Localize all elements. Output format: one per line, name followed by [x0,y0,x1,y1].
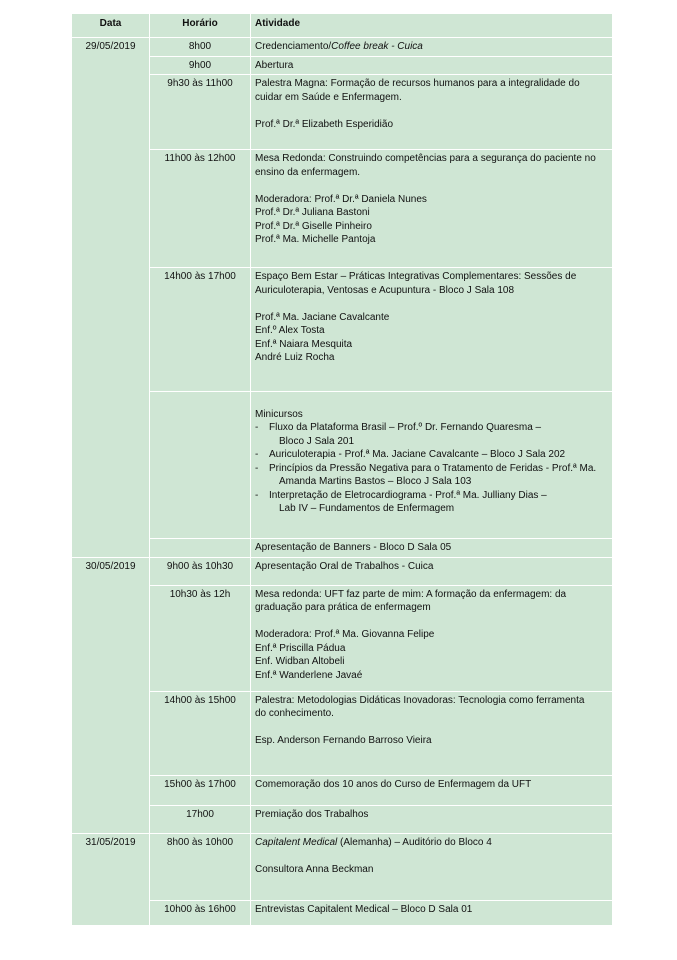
time-cell: 11h00 às 12h00 [150,150,251,268]
activity-line [255,166,608,180]
minicursos-list [255,421,608,516]
activity-italic-text: Capitalent Medical [255,836,338,848]
time-cell: 14h00 às 17h00 [150,268,251,392]
time-cell: 15h00 às 17h00 [150,775,251,805]
activity-text: Apresentação de Banners - Bloco D Sala 05 [255,542,452,553]
activity-text: Moderadora: Prof.ª Ma. Giovanna Felipe [255,629,435,640]
activity-line [255,324,608,338]
spacer [255,721,608,735]
spacer [255,104,608,118]
activity-line [255,541,608,555]
activity-line [255,193,608,207]
list-item-text: Princípios da Pressão Negativa para o Tratamento de Feridas - Prof.ª Ma. [269,462,597,474]
activity-line [255,808,608,822]
list-dash: - [255,422,259,433]
activity-text: do conhecimento. [255,708,334,719]
activity-line [255,588,608,602]
activity-italic-text: Coffee break - Cuica [331,41,423,52]
activity-line [255,836,608,850]
activity-text: Prof.ª Ma. Jaciane Cavalcante [255,311,390,323]
table-row [72,38,613,57]
activity-text: Esp. Anderson Fernando Barroso Vieira [255,735,432,746]
activity-line [255,669,608,683]
header-date: Data [72,14,150,38]
time-cell: 9h30 às 11h00 [150,75,251,150]
activity-cell [251,900,613,925]
activity-line [255,311,608,325]
activity-line [255,903,608,917]
activity-line [255,734,608,748]
activity-text: Prof.ª Dr.ª Giselle Pinheiro [255,220,372,232]
activity-line [255,642,608,656]
time-cell: 17h00 [150,805,251,833]
activity-text: Prof.ª Dr.ª Elizabeth Esperidião [255,118,394,130]
table-row [72,392,613,539]
activity-text: Palestra: Metodologias Didáticas Inovadoras: Tecnologia como ferramenta [255,694,585,706]
schedule-body [72,38,613,926]
list-item-continuation: Bloco J Sala 201 [279,435,355,447]
table-row [72,557,613,585]
activity-cell [251,691,613,775]
activity-cell [251,150,613,268]
spacer [255,297,608,311]
activity-line [255,206,608,220]
activity-line [255,863,608,877]
activity-cell [251,392,613,539]
activity-line [255,707,608,721]
activity-text: (Alemanha) – Auditório do Bloco 4 [337,836,492,848]
activity-line [255,560,608,574]
list-item [255,421,608,448]
time-cell [150,539,251,558]
activity-line [255,118,608,132]
date-cell: 31/05/2019 [72,833,150,925]
activity-text: Enf.ª Naiara Mesquita [255,338,353,350]
time-cell: 10h00 às 16h00 [150,900,251,925]
activity-line [255,601,608,615]
activity-text: André Luiz Rocha [255,352,335,363]
activity-cell [251,38,613,57]
activity-text: Enf. Widban Altobeli [255,656,345,667]
activity-cell [251,585,613,691]
activity-line [255,694,608,708]
activity-text: Enf.ª Wanderlene Javaé [255,669,363,681]
activity-line [255,628,608,642]
time-cell [150,392,251,539]
activity-cell [251,539,613,558]
header-activity: Atividade [251,14,613,38]
activity-text: Comemoração dos 10 anos do Curso de Enfermagem da UFT [255,778,532,790]
activity-text: Espaço Bem Estar – Práticas Integrativas Complementares: Sessões de [255,271,577,282]
activity-text: Apresentação Oral de Trabalhos - Cuica [255,560,434,572]
activity-text: Prof.ª Ma. Michelle Pantoja [255,234,376,245]
spacer [255,849,608,863]
activity-text: Entrevistas Capitalent Medical – Bloco D Sala 01 [255,903,473,915]
table-row [72,805,613,833]
list-item-text: Fluxo da Plataforma Brasil – Prof.º Dr. Fernando Quaresma – [269,422,542,433]
table-row [72,539,613,558]
table-row [72,585,613,691]
list-item-text: Interpretação de Eletrocardiograma - Prof.ª Ma. Julliany Dias – [269,489,547,501]
activity-text: Auriculoterapia, Ventosas e Acupuntura - Bloco J Sala 108 [255,284,515,296]
activity-line [255,778,608,792]
activity-line [255,338,608,352]
activity-cell [251,75,613,150]
list-dash: - [255,449,259,460]
minicursos-title: Minicursos [255,408,303,420]
activity-text: Credenciamento/ [255,41,332,52]
time-cell: 8h00 às 10h00 [150,833,251,900]
table-row [72,833,613,900]
table-row [72,900,613,925]
time-cell: 10h30 às 12h [150,585,251,691]
activity-text: Palestra Magna: Formação de recursos humanos para a integralidade do [255,78,580,89]
table-row [72,691,613,775]
list-item-continuation: Lab IV – Fundamentos de Enfermagem [279,503,455,514]
date-cell: 30/05/2019 [72,557,150,833]
activity-line [255,233,608,247]
time-cell: 8h00 [150,38,251,57]
spacer [255,179,608,193]
activity-text: Mesa redonda: UFT faz parte de mim: A formação da enfermagem: da [255,588,567,600]
activity-text: Prof.ª Dr.ª Juliana Bastoni [255,207,370,218]
time-cell: 9h00 às 10h30 [150,557,251,585]
activity-text: Consultora Anna Beckman [255,863,374,875]
activity-text: Abertura [255,59,294,71]
activity-text: Premiação dos Trabalhos [255,808,369,820]
table-row [72,268,613,392]
list-item-text: Auriculoterapia - Prof.ª Ma. Jaciane Cavalcante – Bloco J Sala 202 [269,449,566,460]
activity-cell [251,56,613,75]
date-cell: 29/05/2019 [72,38,150,558]
activity-text: Mesa Redonda: Construindo competências para a segurança do paciente no [255,153,596,164]
list-item [255,448,608,462]
list-dash: - [255,462,259,474]
spacer [255,615,608,629]
spacer [255,394,608,408]
header-row [72,14,613,38]
activity-cell [251,268,613,392]
activity-text: Enf.ª Priscilla Pádua [255,642,346,654]
activity-line [255,270,608,284]
activity-cell [251,805,613,833]
header-time: Horário [150,14,251,38]
activity-line [255,220,608,234]
list-item-continuation: Amanda Martins Bastos – Bloco J Sala 103 [279,476,472,487]
activity-line [255,351,608,365]
table-row [72,56,613,75]
list-dash: - [255,489,259,501]
table-row [72,75,613,150]
time-cell: 14h00 às 15h00 [150,691,251,775]
activity-line [255,284,608,298]
activity-text: Moderadora: Prof.ª Dr.ª Daniela Nunes [255,193,427,205]
activity-line [255,152,608,166]
time-cell: 9h00 [150,56,251,75]
activity-line [255,59,608,73]
activity-line [255,40,608,54]
activity-cell [251,833,613,900]
activity-line [255,655,608,669]
activity-line [255,91,608,105]
schedule-table [71,13,613,926]
activity-line [255,77,608,91]
activity-text: graduação para prática de enfermagem [255,602,431,613]
activity-text: ensino da enfermagem. [255,166,361,178]
list-item [255,462,608,489]
activity-text: Enf.º Alex Tosta [255,325,325,336]
list-item [255,489,608,516]
table-row [72,775,613,805]
activity-cell [251,557,613,585]
table-row [72,150,613,268]
activity-cell [251,775,613,805]
activity-text: cuidar em Saúde e Enfermagem. [255,91,402,103]
